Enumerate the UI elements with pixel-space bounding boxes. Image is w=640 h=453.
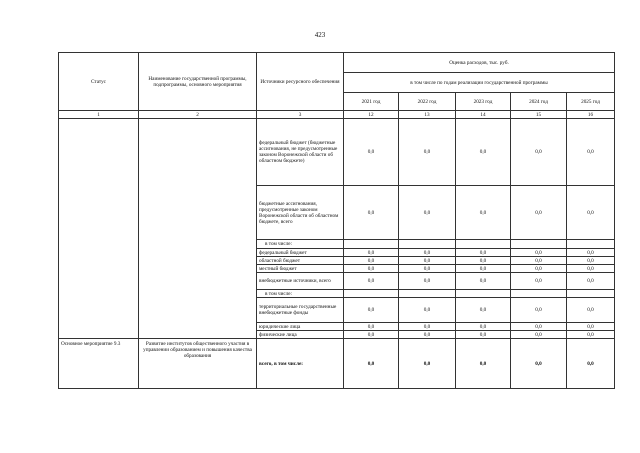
value-cell: 0,0	[456, 339, 511, 389]
col-number: 16	[567, 111, 615, 119]
table-row	[59, 119, 615, 186]
value-cell	[567, 240, 615, 249]
value-cell: 0,0	[511, 323, 567, 331]
value-cell: 0,0	[511, 249, 567, 257]
value-cell: 0,0	[567, 298, 615, 323]
col-number: 2	[139, 111, 257, 119]
header-year: 2022 год	[399, 93, 456, 111]
value-cell: 0,0	[511, 119, 567, 186]
header-year: 2023 год	[456, 93, 511, 111]
value-cell: 0,0	[399, 323, 456, 331]
source-cell: областной бюджет	[257, 257, 344, 265]
value-cell: 0,0	[456, 257, 511, 265]
header-year: 2024 год	[511, 93, 567, 111]
header-year: 2025 год	[567, 93, 615, 111]
value-cell: 0,0	[399, 257, 456, 265]
source-cell: в том числе:	[257, 290, 344, 298]
expenditure-table	[58, 52, 615, 389]
source-cell: в том числе:	[257, 240, 344, 249]
source-cell: юридические лица	[257, 323, 344, 331]
col-number: 12	[344, 111, 399, 119]
col-number: 13	[399, 111, 456, 119]
value-cell: 0,0	[567, 186, 615, 240]
source-cell: всего, в том числе:	[257, 339, 344, 389]
value-cell	[344, 290, 399, 298]
value-cell	[456, 240, 511, 249]
source-cell: федеральный бюджет	[257, 249, 344, 257]
value-cell: 0,0	[567, 339, 615, 389]
value-cell: 0,0	[399, 339, 456, 389]
value-cell	[567, 290, 615, 298]
value-cell: 0,0	[344, 323, 399, 331]
header-estimate: Оценка расходов, тыс. руб.	[344, 53, 615, 73]
header-by-years: в том числе по годам реализации государственной программы	[344, 73, 615, 93]
value-cell: 0,0	[399, 186, 456, 240]
value-cell: 0,0	[456, 265, 511, 273]
header-year: 2021 год	[344, 93, 399, 111]
source-cell: физические лица	[257, 331, 344, 339]
col-number: 15	[511, 111, 567, 119]
header-sources: Источники ресурсного обеспечения	[257, 53, 344, 111]
header-name: Наименование государственной программы, подпрограммы, основного мероприятия	[139, 53, 257, 111]
value-cell: 0,0	[456, 249, 511, 257]
value-cell: 0,0	[456, 119, 511, 186]
source-cell: федеральный бюджет (бюджетные ассигнования, не предусмотренные законом Воронежской области об областном бюджете)	[257, 119, 344, 186]
activity-status: Основное мероприятие 9.3	[59, 339, 139, 389]
activity-name: Развитие институтов общественного участия в управлении образованием и повышения качества образования	[139, 339, 257, 389]
value-cell: 0,0	[399, 331, 456, 339]
value-cell: 0,0	[511, 339, 567, 389]
status-cell-empty	[59, 119, 139, 339]
value-cell: 0,0	[511, 331, 567, 339]
value-cell: 0,0	[344, 265, 399, 273]
name-cell-empty	[139, 119, 257, 339]
value-cell: 0,0	[344, 257, 399, 265]
header-status: Статус	[59, 53, 139, 111]
value-cell: 0,0	[567, 323, 615, 331]
source-cell: внебюджетные источники, всего	[257, 273, 344, 290]
value-cell: 0,0	[456, 323, 511, 331]
page-number: 423	[314, 31, 326, 39]
value-cell	[399, 290, 456, 298]
value-cell: 0,0	[344, 119, 399, 186]
source-cell: местный бюджет	[257, 265, 344, 273]
value-cell: 0,0	[399, 119, 456, 186]
value-cell: 0,0	[456, 273, 511, 290]
value-cell: 0,0	[399, 265, 456, 273]
value-cell: 0,0	[567, 331, 615, 339]
value-cell: 0,0	[344, 298, 399, 323]
value-cell: 0,0	[344, 273, 399, 290]
value-cell: 0,0	[567, 257, 615, 265]
value-cell: 0,0	[344, 186, 399, 240]
col-number: 1	[59, 111, 139, 119]
value-cell: 0,0	[511, 298, 567, 323]
value-cell: 0,0	[511, 257, 567, 265]
value-cell: 0,0	[399, 273, 456, 290]
col-number: 3	[257, 111, 344, 119]
value-cell: 0,0	[399, 298, 456, 323]
value-cell	[399, 240, 456, 249]
value-cell	[344, 240, 399, 249]
value-cell: 0,0	[567, 265, 615, 273]
value-cell: 0,0	[344, 339, 399, 389]
value-cell	[511, 290, 567, 298]
value-cell: 0,0	[399, 249, 456, 257]
value-cell: 0,0	[511, 273, 567, 290]
value-cell: 0,0	[567, 119, 615, 186]
value-cell	[511, 240, 567, 249]
value-cell: 0,0	[567, 273, 615, 290]
value-cell	[456, 290, 511, 298]
col-number: 14	[456, 111, 511, 119]
value-cell: 0,0	[456, 186, 511, 240]
table-row	[59, 339, 615, 389]
value-cell: 0,0	[511, 186, 567, 240]
value-cell: 0,0	[456, 298, 511, 323]
value-cell: 0,0	[511, 265, 567, 273]
source-cell: бюджетные ассигнования, предусмотренные законом Воронежской области об областном бюджете, всего	[257, 186, 344, 240]
value-cell: 0,0	[344, 331, 399, 339]
source-cell: территориальные государственные внебюджетные фонды	[257, 298, 344, 323]
value-cell: 0,0	[344, 249, 399, 257]
value-cell: 0,0	[567, 249, 615, 257]
value-cell: 0,0	[456, 331, 511, 339]
